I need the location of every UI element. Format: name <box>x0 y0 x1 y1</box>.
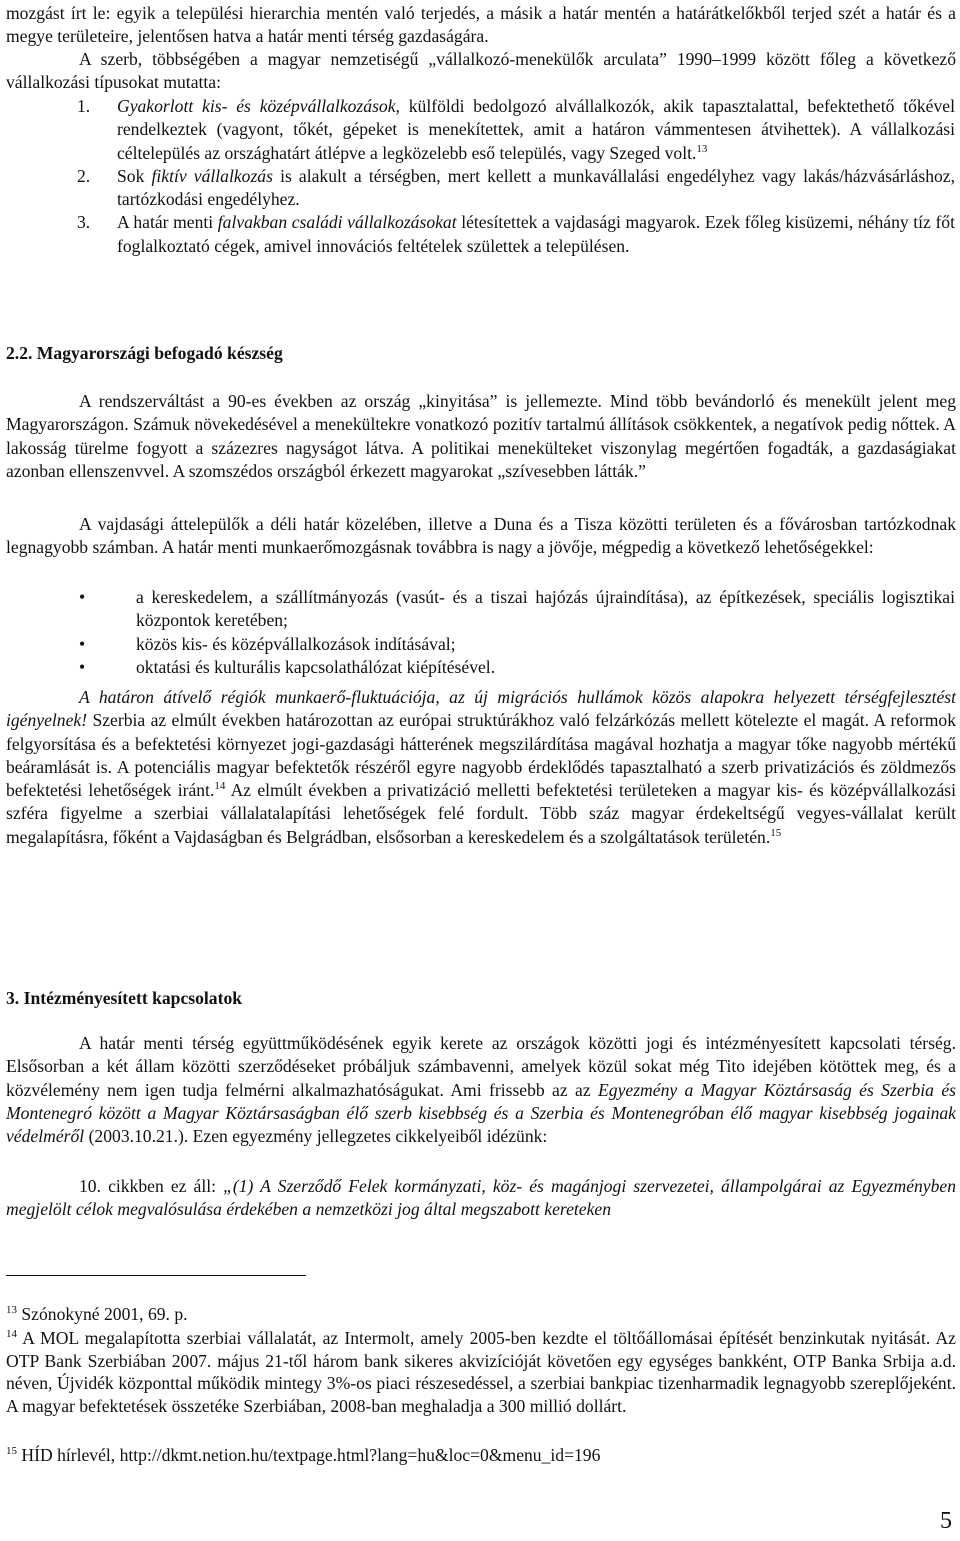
footnote-separator <box>6 1275 306 1276</box>
list-number: 1. <box>77 96 91 116</box>
emphasis-text: Egyezmény a Magyar Köztársaság és Szerbia és Montenegró között a Magyar Köztársaságban élő szerb kisebbség és a Szerbia és Montenegróban élő magyar kisebbség jogainak védelméről <box>6 1079 956 1147</box>
section-heading-3: 3. Intézményesített kapcsolatok <box>6 988 243 1008</box>
paragraph-regime-change <box>6 390 956 483</box>
footnote-ref[interactable]: 14 <box>214 780 226 793</box>
list-text: Sok <box>117 165 152 186</box>
paragraph-text: Szerbia az elmúlt években határozottan az európai struktúrákhoz való felzárkózás mellett kötelezte el magát. A reformok felgyorsítása és a befektetési környezet jogi-gazdasági hátterének megszilárdítása magával hozhatja a magyar tőke nagyobb mértékű beáramlását is. A potenciális magyar befektetők részéről egyre nagyobb érdeklődés tapasztalható a szerb privatizációs és zöldmezős befektetési lehetőségek iránt. <box>6 710 956 801</box>
list-text: külföldi bedolgozó alvállalkozók, akik tapasztalattal, befektethető tőkével rendelkeztek (vagyont, tőkét, gépeket is menekítettek, amit a határon vámmentesen átvihettek). A vállalkozási céltelepülés az országhatárt átlépve a legközelebb eső település, vagy Szeged volt. <box>117 96 955 163</box>
paragraph-text: A határ menti térség együttműködésének egyik kerete az országok közötti jogi és intézményesített kapcsolati térség. Elsősorban a két állam közötti szerződéseket próbáljuk számbavenni, amelyek közül sokat még Tito idejében kötöttek meg, és a közvélemény nem igen tudja felmérni alkalmazhatóságukat. Ami frissebb az az <box>6 1033 956 1100</box>
page-number: 5 <box>940 1508 952 1534</box>
enterprise-types-list <box>77 95 955 258</box>
paragraph-text: A vajdasági áttelepülők a déli határ közelében, illetve a Duna és a Tisza közötti területen és a fővárosban tartózkodnak legnagyobb számban. A határ menti munkaerőmozgásnak továbbra is nagy a jövője, mégpedig a következő lehetőségekkel: <box>6 514 956 558</box>
footnote-text: A MOL megalapította szerbiai vállalatát, az Intermolt, amely 2005-ben kezdte el töltőállomásai építését benzinkutak nyitását. Az OTP Bank Szerbiában 2007. május 21-től három bank sikeres akvizícióját követően egy egységes bankként, OTP Banka Srbija a.d. néven, Újvidék központtal működik mintegy 3%-os piaci részesedéssel, a szerbiai bankpiac tizenharmadik legnagyobb szereplőjeként. A magyar befektetések összetéke Szerbiában, 2008-ban meghaladja a 300 millió dollárt. <box>6 1328 956 1416</box>
emphasis-text: Gyakorlott kis- és középvállalkozások, <box>117 96 400 116</box>
bullet-item <box>77 586 955 633</box>
paragraph-serb-entrepreneurs <box>6 48 956 95</box>
list-text: is alakult a térségben, mert kellett a munkavállalási engedélyhez vagy lakás/házvásárláshoz, tartózkodási engedélyhez. <box>117 165 956 210</box>
section-heading-2-2: 2.2. Magyarországi befogadó készség <box>6 343 283 363</box>
list-text: A határ menti <box>117 212 218 233</box>
footnote-14 <box>6 1327 956 1417</box>
list-item <box>77 211 955 258</box>
paragraph-intro <box>6 2 956 49</box>
opportunities-list <box>77 586 955 679</box>
paragraph-text: (2003.10.21.). Ezen egyezmény jellegzetes cikkelyeiből idézünk: <box>84 1126 548 1147</box>
paragraph-article-10 <box>6 1175 956 1222</box>
paragraph-text: Az elmúlt években a privatizáció melletti befektetési területeken a magyar kis- és középvállalkozási szféra figyelme a szerbiai vállalatalapítási lehetőségek felé fordult. Több száz magyar érdekeltségű vegyes-vállalat került megalapításra, főként a Vajdaságban és Belgrádban, elsősorban a kereskedelem és a szolgáltatások területén. <box>6 780 956 847</box>
bullet-text: a kereskedelem, a szállítmányozás (vasút- és a tiszai hajózás újraindítása), az építkezések, speciális logisztikai központok keretében; <box>136 587 955 631</box>
emphasis-text: fiktív vállalkozás <box>151 165 273 186</box>
list-number: 2. <box>77 165 91 186</box>
bullet-icon: • <box>79 587 86 607</box>
paragraph-text: A szerb, többségében a magyar nemzetiségű „vállalkozó-menekülők arculata” 1990–1999 között főleg a következő vállalkozási típusokat mutatta: <box>6 49 956 93</box>
bullet-text: közös kis- és középvállalkozások indításával; <box>136 633 456 654</box>
footnote-ref[interactable]: 15 <box>770 826 782 839</box>
list-item <box>77 95 955 165</box>
paragraph-vojvodina-settlers <box>6 513 956 560</box>
footnote-text[interactable]: HÍD hírlevél, http://dkmt.netion.hu/textpage.html?lang=hu&loc=0&menu_id=196 <box>17 1445 601 1465</box>
bullet-item <box>77 633 955 656</box>
paragraph-cross-border-regions <box>6 686 956 849</box>
bullet-icon: • <box>79 633 86 654</box>
emphasis-text: falvakban családi vállalkozásokat <box>217 212 457 233</box>
footnote-text: Szónokyné 2001, 69. p. <box>17 1304 188 1324</box>
bullet-text: oktatási és kulturális kapcsolathálózat kiépítésével. <box>136 656 496 677</box>
list-number: 3. <box>77 212 91 233</box>
footnote-ref[interactable]: 13 <box>696 142 708 155</box>
quote-text: „(1) A Szerződő Felek kormányzati, köz- és magánjogi szervezetei, állampolgárai az Egyezményben megjelölt célok megvalósulása érdekében a nemzetközi jog által megszabott kereteken <box>6 1176 957 1220</box>
list-item <box>77 165 955 212</box>
bullet-icon: • <box>79 656 86 677</box>
paragraph-text: A rendszerváltást a 90-es években az ország „kinyitása” is jellemezte. Mind több bevándorló és menekült jelent meg Magyarországon. Számuk növekedésével a menekültekre vonatkozó pozitív tartalmú állítások csökkentek, a negatívok pedig nőttek. A lakosság türelme fogyott a százezres nagyságot látva. A politikai menekülteket viszonylag megértően fogadták, a gazdaságiakat azonban ellenszenvvel. A szomszédos országból érkezett magyarokat „szívesebben látták.” <box>6 391 956 481</box>
footnote-number: 13 <box>6 1304 17 1317</box>
bullet-item <box>77 656 955 679</box>
paragraph-text: mozgást írt le: egyik a települési hierarchia mentén való terjedés, a másik a határ mentén a határátkelőkből terjed szét a határ és a megye területeire, jelentősen hatva a határ menti térség gazdaságára. <box>6 3 956 47</box>
footnote-number: 14 <box>6 1328 17 1341</box>
list-text: létesítettek a vajdasági magyarok. Ezek főleg kisüzemi, néhány tíz főt foglalkoztató cégek, amivel innovációs feltételek születtek a településen. <box>117 212 955 256</box>
footnote-13 <box>6 1303 956 1326</box>
footnote-15 <box>6 1444 956 1467</box>
paragraph-institutional-relations <box>6 1032 956 1148</box>
paragraph-text: 10. cikkben ez áll: <box>79 1176 224 1196</box>
footnote-number: 15 <box>6 1445 17 1458</box>
emphasis-text: A határon átívelő régiók munkaerő-fluktuációja, az új migrációs hullámok közös alapokra helyezett térségfejlesztést igényelnek! <box>6 687 956 731</box>
